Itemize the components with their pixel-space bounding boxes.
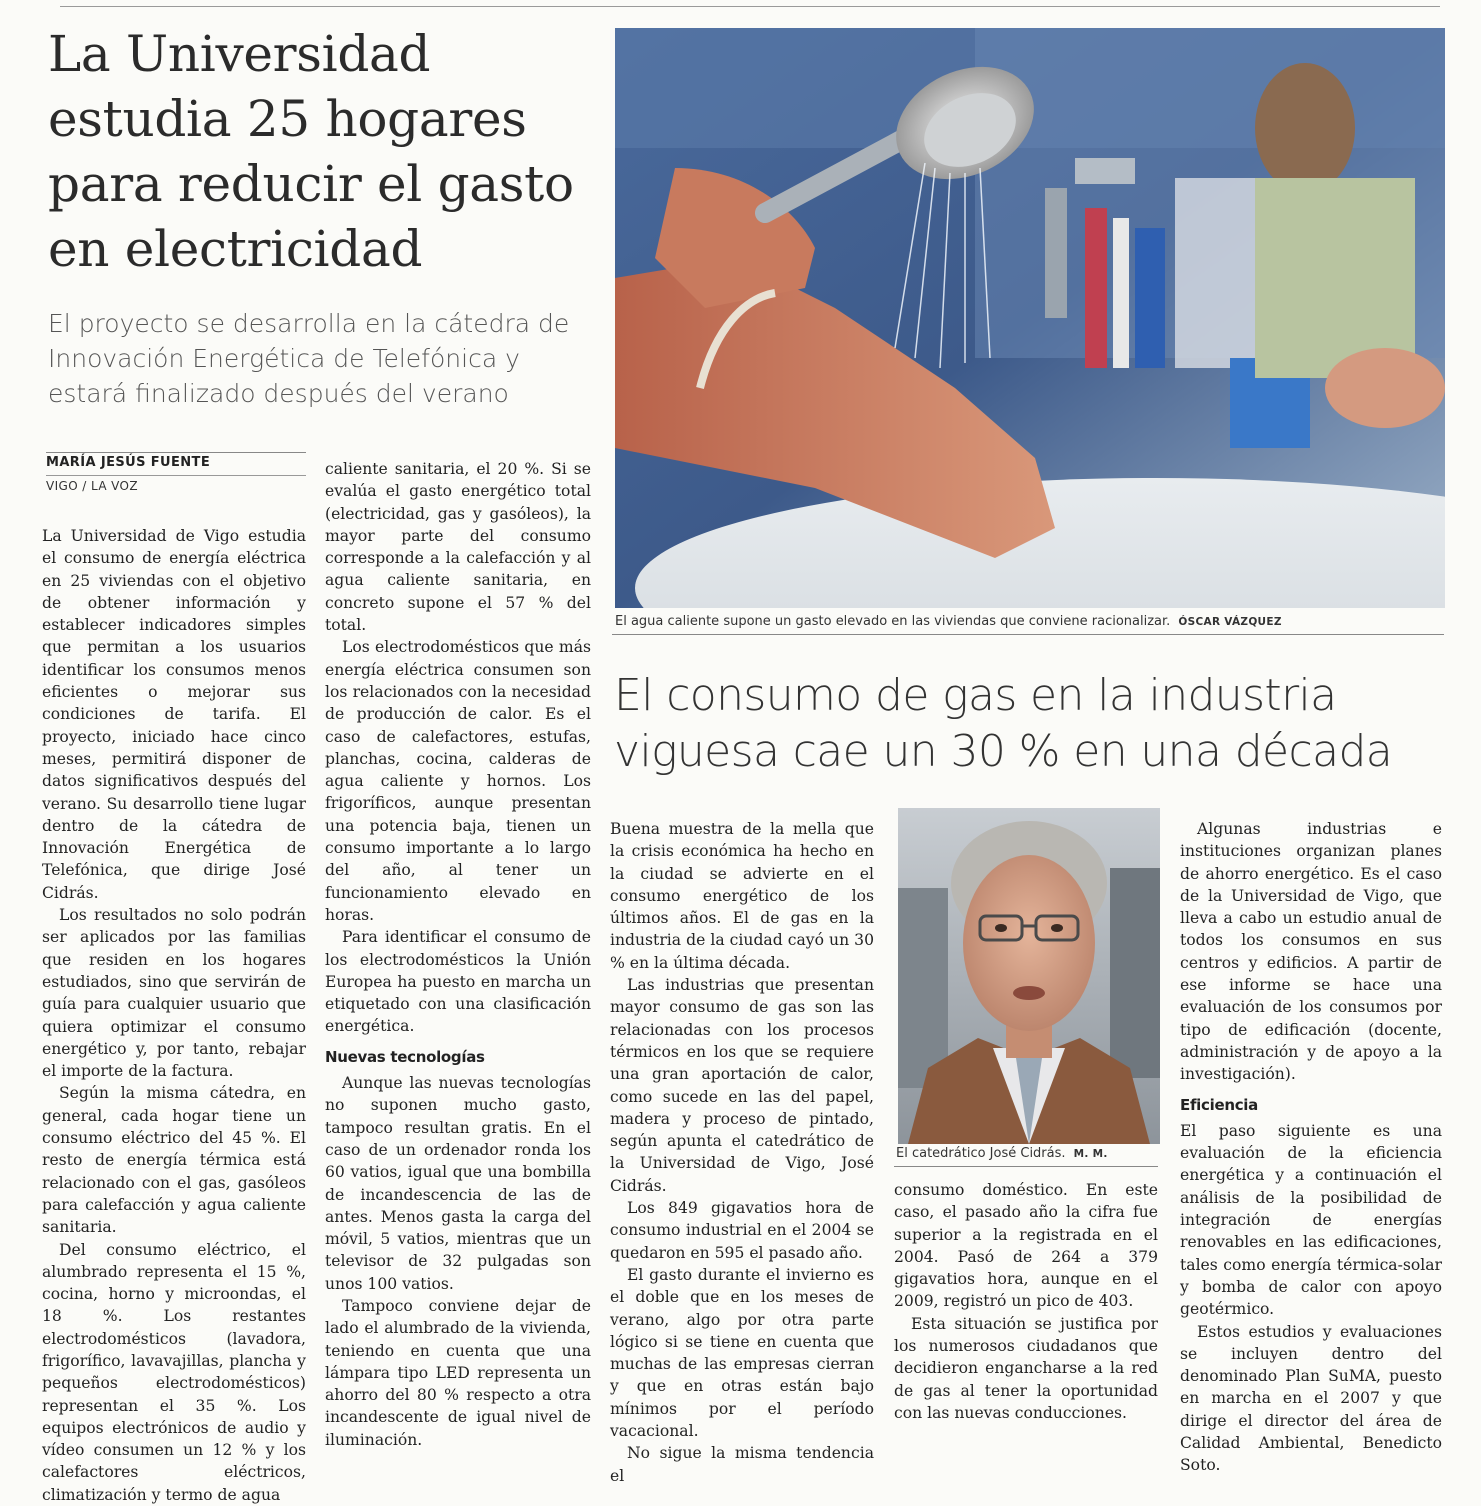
subheadline-line: El proyecto se desarrolla en la cátedra de: [48, 306, 608, 341]
paragraph: Aunque las nuevas tecnologías no suponen mucho gasto, tampoco resultan gratis. En el caso de un ordenador ronda los 60 vatios, igual que una bombilla de incandescencia de las de antes. Menos gasta la carga del móvil, 5 vatios, mientras que un televisor de 32 pulgadas son unos 100 vatios.: [325, 1072, 591, 1295]
paragraph: Buena muestra de la mella que la crisis económica ha hecho en la ciudad se advierte en el consumo energético de los últimos años. El de gas en la industria de la ciudad cayó un 30 % en la última década.: [610, 818, 874, 974]
paragraph: Los 849 gigavatios hora de consumo industrial en el 2004 se quedaron en 595 el pasado año.: [610, 1197, 874, 1264]
headline-line: en electricidad: [48, 217, 618, 282]
caption-rule: [894, 1166, 1158, 1167]
section-subhead-nuevas-tecnologias: Nuevas tecnologías: [325, 1046, 591, 1068]
caption-text: El catedrático José Cidrás.: [896, 1146, 1066, 1161]
article1-column-2: [325, 458, 591, 1451]
photo-jose-cidras-image: [898, 808, 1160, 1144]
section-subhead-eficiencia: Eficiencia: [1180, 1094, 1442, 1116]
paragraph: Tampoco conviene dejar de lado el alumbrado de la vivienda, teniendo en cuenta que una lámpara tipo LED representa un ahorro del 80 % respecto a otra incandescente de igual nivel de iluminación.: [325, 1295, 591, 1451]
paragraph: Para identificar el consumo de los electrodomésticos la Unión Europea ha puesto en marcha un etiquetado con una clasificación energética.: [325, 926, 591, 1037]
photo-hand-under-shower-image: [615, 28, 1445, 608]
paragraph: Según la misma cátedra, en general, cada hogar tiene un consumo eléctrico del 45 %. El resto de energía térmica está relacionado con el gas, gasóleos para calefacción y agua caliente sanitaria.: [42, 1082, 306, 1238]
paragraph: El gasto durante el invierno es el doble que en los meses de verano, algo por otra parte lógico si se tiene en cuenta que muchas de las empresas cierran y que en otras están bajo mínimos por el período vacacional.: [610, 1264, 874, 1442]
top-rule: [60, 6, 1440, 7]
headline-line: La Universidad: [48, 22, 618, 87]
photo-hand-under-shower: [615, 28, 1445, 608]
paragraph: No sigue la misma tendencia el: [610, 1442, 874, 1487]
headline-line: viguesa cae un 30 % en una década: [614, 724, 1444, 780]
photo-caption-cidras: [896, 1146, 1158, 1161]
byline: MARÍA JESÚS FUENTE: [46, 455, 210, 470]
caption-text: El agua caliente supone un gasto elevado en las viviendas que conviene racionalizar.: [615, 614, 1170, 629]
paragraph: Esta situación se justifica por los numerosos ciudadanos que decidieron engancharse a la red de gas al tener la oportunidad con las nuevas conducciones.: [894, 1313, 1158, 1424]
caption-rule: [612, 634, 1444, 635]
subheadline-line: Innovación Energética de Telefónica y: [48, 341, 608, 376]
photo-credit: M. M.: [1074, 1148, 1108, 1160]
dateline: VIGO / LA VOZ: [46, 479, 138, 493]
article2-column-3: [1180, 818, 1442, 1477]
headline-consumo-gas: [614, 668, 1444, 780]
subheadline-line: estará finalizado después del verano: [48, 376, 608, 411]
photo-jose-cidras-portrait: [898, 808, 1160, 1144]
paragraph: consumo doméstico. En este caso, el pasado año la cifra fue superior a la registrada en el 2004. Pasó de 264 a 379 gigavatios hora, aunque en el 2009, registró un pico de 403.: [894, 1179, 1158, 1313]
paragraph: Estos estudios y evaluaciones se incluyen dentro del denominado Plan SuMA, puesto en marcha en el 2007 y que dirige el director del área de Calidad Ambiental, Benedicto Soto.: [1180, 1321, 1442, 1477]
paragraph: La Universidad de Vigo estudia el consumo de energía eléctrica en 25 viviendas con el objetivo de obtener información y establecer indicadores simples que permitan a los usuarios identificar los consumos menos eficientes o mejorar sus condiciones de tarifa. El proyecto, iniciado hace cinco meses, permitirá disponer de datos significativos después del verano. Su desarrollo tiene lugar dentro de la cátedra de Innovación Energética de Telefónica, que dirige José Cidrás.: [42, 525, 306, 904]
photo-credit: ÓSCAR VÁZQUEZ: [1178, 616, 1281, 628]
headline-universidad: [48, 22, 618, 282]
paragraph: Algunas industrias e instituciones organizan planes de ahorro energético. Es el caso de la Universidad de Vigo, que lleva a cabo un estudio anual de todos los consumos en sus centros y edificios. A partir de ese informe se hace una evaluación de los consumos por tipo de edificación (docente, administración y de apoyo a la investigación).: [1180, 818, 1442, 1086]
article2-column-1: [610, 818, 874, 1487]
paragraph: Los resultados no solo podrán ser aplicados por las familias que residen en los hogares estudiados, sino que servirán de guía para cualquier usuario que quiera optimizar el consumo energético y, por tanto, rebajar el importe de la factura.: [42, 904, 306, 1082]
paragraph: Las industrias que presentan mayor consumo de gas son las relacionadas con los procesos térmicos en los que se requiere una gran aportación de calor, como sucede en las del papel, madera y proceso de pintado, según apunta el catedrático de la Universidad de Vigo, José Cidrás.: [610, 974, 874, 1197]
photo-caption-agua: [615, 614, 1440, 629]
paragraph: caliente sanitaria, el 20 %. Si se evalúa el gasto energético total (electricidad, gas y gasóleos), la mayor parte del consumo corresponde a la calefacción y al agua caliente sanitaria, en concreto supone el 57 % del total.: [325, 458, 591, 636]
article2-column-2: [894, 1179, 1158, 1424]
headline-line: estudia 25 hogares: [48, 87, 618, 152]
byline-rule: [46, 452, 306, 453]
paragraph: Del consumo eléctrico, el alumbrado representa el 15 %, cocina, horno y microondas, el 18 %. Los restantes electrodomésticos (lavadora, frigorífico, lavavajillas, plancha y pequeños electrodomésticos) representan el 35 %. Los equipos electrónicos de audio y vídeo consumen un 12 % y los calefactores eléctricos, climatización y termo de agua: [42, 1239, 306, 1506]
subheadline-universidad: [48, 306, 608, 411]
paragraph: El paso siguiente es una evaluación de la eficiencia energética y a continuación el análisis de la posibilidad de integración de energías renovables en las edificaciones, tales como energía térmica-solar y bomba de calor con apoyo geotérmico.: [1180, 1120, 1442, 1321]
article1-column-1: [42, 525, 306, 1506]
paragraph: Los electrodomésticos que más energía eléctrica consumen son los relacionados con la necesidad de producción de calor. Es el caso de calefactores, estufas, planchas, cocina, calderas de agua caliente y hornos. Los frigoríficos, aunque presentan una potencia baja, tienen un consumo importante a lo largo del año, al tener un funcionamiento elevado en horas.: [325, 636, 591, 926]
headline-line: para reducir el gasto: [48, 152, 618, 217]
byline-rule: [46, 475, 306, 476]
headline-line: El consumo de gas en la industria: [614, 668, 1444, 724]
